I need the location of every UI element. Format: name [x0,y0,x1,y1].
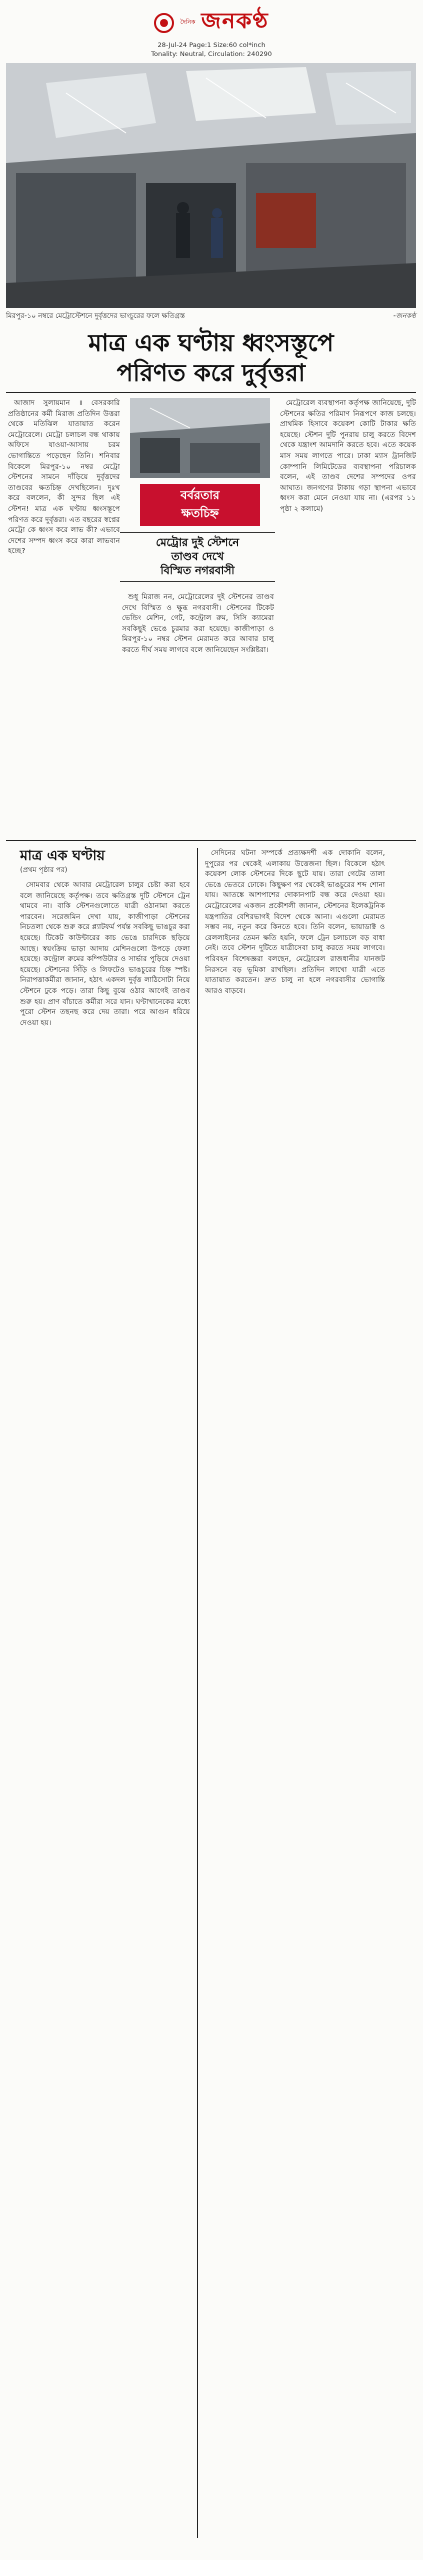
subhead-line-3: বিস্মিত নগরবাসী [160,564,235,577]
inset-label [140,484,260,526]
headline-line-1: মাত্র এক ঘণ্টায় ধ্বংসস্তূপে [88,328,334,357]
continuation-column-a [20,880,190,2540]
lead-photo [6,63,416,308]
photo-caption-row [6,310,416,322]
inset-damage-image [130,398,270,478]
column-rule [197,848,198,2538]
story-column-right [280,398,416,838]
brand-row [0,0,423,41]
station-damage-image [6,63,416,308]
subhead-line-1: মেট্রোর দুই স্টেশনে [155,536,240,549]
story-paragraph-right: মেট্রোরেল ব্যবস্থাপনা কর্তৃপক্ষ জানিয়েছে, দুটি স্টেশনের ক্ষতির পরিমাণ নিরূপণে কাজ চলছে। প্রাথমিক হিসাবে কয়েকশ কোটি টাকার ক্ষতি হয়েছে। স্টেশন দুটি পুনরায় চালু করতে বিদেশ থেকে যন্ত্রাংশ আমদানি করতে হবে। এতে কয়েক মাস সময় লাগতে পারে। ঢাকা ম্যাস ট্রানজিট কোম্পানি লিমিটেডের ব্যবস্থাপনা পরিচালক বলেন, এই তাণ্ডব দেশের সম্পদের ওপর আঘাত। জনগণের টাকায় গড়া স্থাপনা এভাবে ধ্বংস করা মেনে নেওয়া যায় না। (এরপর ১১ পৃষ্ঠা ২ কলামে) [280,398,416,513]
continuation-paragraph-a: সোমবার থেকে আবার মেট্রোরেল চালুর চেষ্টা করা হবে বলে জানিয়েছে কর্তৃপক্ষ। তবে ক্ষতিগ্রস্ত দুটি স্টেশনে ট্রেন থামবে না। বাকি স্টেশনগুলোতে যাত্রী ওঠানামা করতে পারবেন। সরেজমিন দেখা যায়, কাজীপাড়া স্টেশনের নিচতলা থেকে শুরু করে প্ল্যাটফর্ম পর্যন্ত সবকিছু ভাঙচুর করা হয়েছে। টিকেট কাউন্টারের কাচ ভেঙে চারদিকে ছড়িয়ে আছে। স্বয়ংক্রিয় ভাড়া আদায় মেশিনগুলো উপড়ে ফেলা হয়েছে। কন্ট্রোল রুমের কম্পিউটার ও সার্ভার পুড়িয়ে দেওয়া হয়েছে। স্টেশনের সিঁড়ি ও লিফটেও ভাঙচুরের চিহ্ন স্পষ্ট। নিরাপত্তাকর্মীরা জানান, হঠাৎ একদল দুর্বৃত্ত লাঠিসোটা নিয়ে স্টেশনে ঢুকে পড়ে। তারা কিছু বুঝে ওঠার আগেই তাণ্ডব শুরু হয়। প্রাণ বাঁচাতে কর্মীরা সরে যান। ঘণ্টাখানেকের মধ্যে পুরো স্টেশন তছনছ করে দেয় তারা। পরে আগুন ধরিয়ে দেওয়া হয়। [20,880,190,1027]
continuation-paragraph-b: সেদিনের ঘটনা সম্পর্কে প্রত্যক্ষদর্শী এক দোকানি বলেন, দুপুরের পর থেকেই এলাকায় উত্তেজনা ছিল। বিকেলে হঠাৎ কয়েকশ লোক স্টেশনের দিকে ছুটে যায়। তারা গেটের তালা ভেঙে ভেতরে ঢোকে। কিছুক্ষণ পর থেকেই ভাঙচুরের শব্দ শোনা যায়। আতঙ্কে আশপাশের দোকানপাট বন্ধ করে দেওয়া হয়। মেট্রোরেলের একজন প্রকৌশলী জানান, স্টেশনের ইলেকট্রনিক যন্ত্রপাতির বেশিরভাগই বিদেশ থেকে আনা। এগুলো মেরামত সম্ভব নয়, নতুন করে কিনতে হবে। তিনি বলেন, ভায়াডাক্ট ও রেললাইনের তেমন ক্ষতি হয়নি, ফলে ট্রেন চলাচলে বড় বাধা নেই। তবে স্টেশন দুটিতে যাত্রীসেবা চালু করতে সময় লাগবে। পরিবহন বিশেষজ্ঞরা বলছেন, মেট্রোরেল রাজধানীর যানজট নিরসনে বড় ভূমিকা রাখছিল। প্রতিদিন লাখো যাত্রী এতে যাতায়াত করতেন। দ্রুত চালু না হলে নগরবাসীর ভোগান্তি আরও বাড়বে। [205,848,385,995]
story-paragraph-middle: শুধু মিরাজ নন, মেট্রোরেলের দুই স্টেশনের তাণ্ডব দেখে বিস্মিত ও ক্ষুব্ধ নগরবাসী। স্টেশনের টিকেট ভেন্ডিং মেশিন, গেট, কন্ট্রোল রুম, সিসি ক্যামেরা সবকিছুই ভেঙে চুরমার করা হয়েছে। কাজীপাড়া ও মিরপুর-১০ নম্বর স্টেশন মেরামত করে আবার চালু করতে দীর্ঘ সময় লাগবে বলে জানিয়েছেন সংশ্লিষ্টরা। [122,592,274,654]
headline [6,328,416,388]
section-divider [6,840,416,841]
continuation-column-b [205,848,385,2540]
story-paragraph-left: আজাদ সুলায়মান ॥ বেসরকারি প্রতিষ্ঠানের কর্মী মিরাজ প্রতিদিন উত্তরা থেকে মতিঝিল যাতায়াত করেন মেট্রোরেলে। মেট্রো চলাচল বন্ধ থাকায় অফিসে যাওয়া-আসায় চরম ভোগান্তিতে পড়েছেন তিনি। শনিবার বিকেলে মিরপুর-১০ নম্বর মেট্রো স্টেশনের সামনে দাঁড়িয়ে দুর্বৃত্তদের তাণ্ডবের ক্ষতচিহ্ন দেখছিলেন। দুঃখ করে বললেন, কী সুন্দর ছিল এই স্টেশন! মাত্র এক ঘণ্টায় ধ্বংসস্তূপে পরিণত করে দুর্বৃত্তরা। এত বছরের স্বপ্নের মেট্রো কে ধ্বংস করে লাভ কী? এভাবে দেশের সম্পদ ধ্বংস করে কারা লাভবান হচ্ছে? [8,398,120,556]
inset-label-line-2: ক্ষতচিহ্ন [181,506,219,520]
brand-logo: জনকণ্ঠ [201,8,269,34]
story-column-left [8,398,120,838]
inset-label-line-1: বর্বরতার [180,488,220,502]
continuation-subtitle: (প্রথম পৃষ্ঠার পর) [20,866,68,874]
masthead [0,0,423,60]
newspaper-emblem-icon [154,13,174,33]
continuation-title: মাত্র এক ঘণ্টায় [20,848,105,864]
story-column-middle [122,592,274,838]
photo-caption: মিরপুর-১০ নম্বরে মেট্রোস্টেশনে দুর্বৃত্তদের ভাংচুরের ফলে ক্ষতিগ্রস্ত [6,312,185,320]
date-line: 28-Jul-24 Page:1 Size:60 col*inch [157,41,266,49]
inset-photo [130,398,270,478]
photo-credit: -জনকণ্ঠ [393,312,416,320]
subhead-line-2: তাণ্ডব দেখে [171,550,224,563]
brand-tagline: দৈনিক [180,19,196,26]
circulation-line: Tonality: Neutral, Circulation: 240290 [151,50,272,58]
headline-rule [6,392,416,393]
headline-line-2: পরিণত করে দুর্বৃত্তরা [116,358,306,387]
story-subhead [120,532,275,582]
